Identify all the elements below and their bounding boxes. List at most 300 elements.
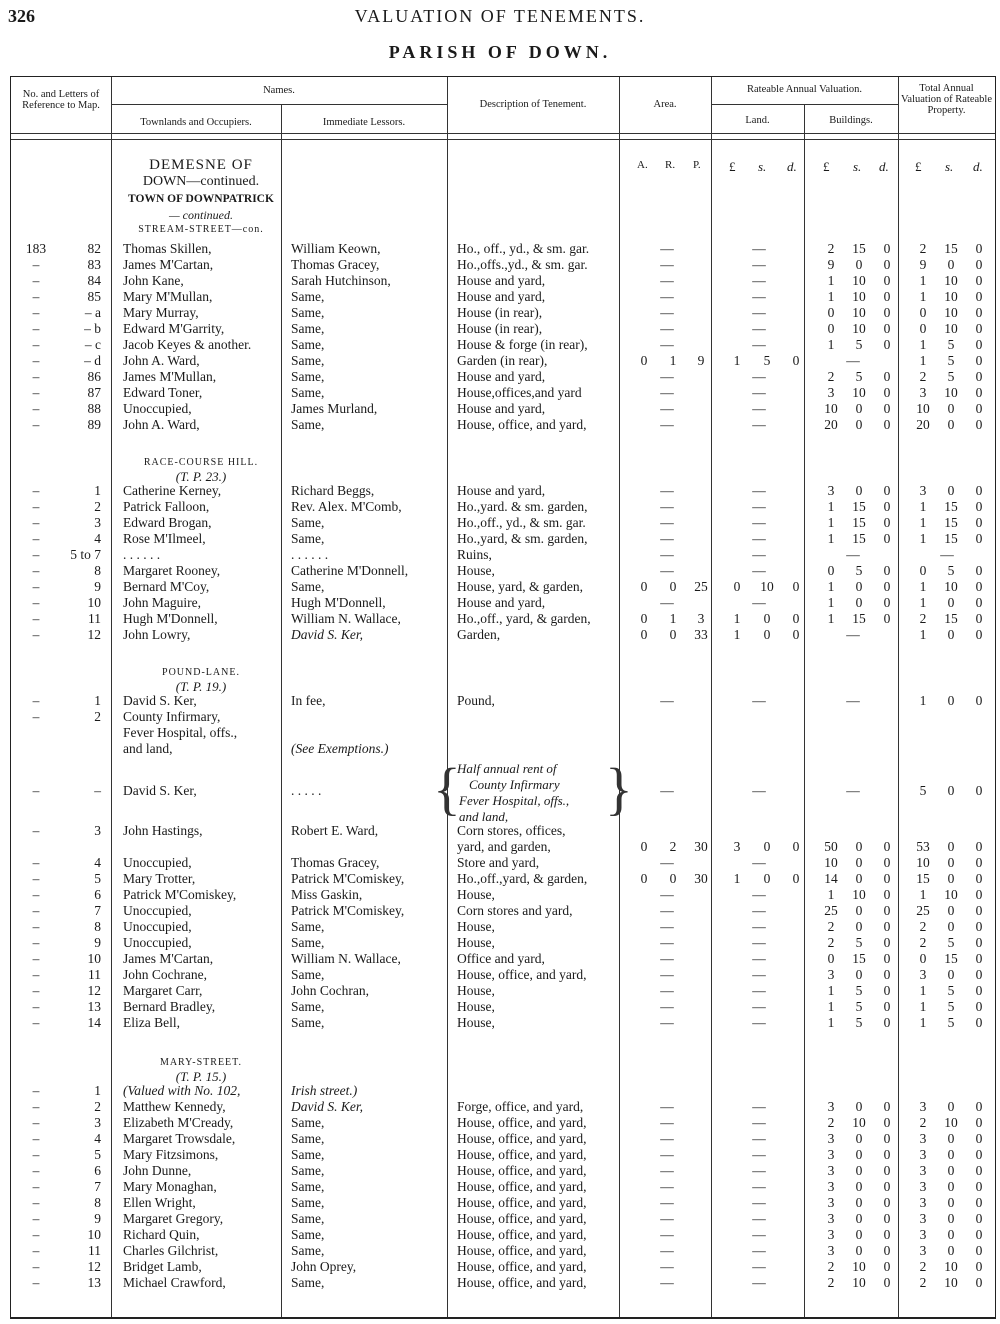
area-dash: —	[660, 321, 674, 336]
table-row	[11, 353, 995, 369]
buildings-value: 0	[855, 579, 863, 594]
ref-letter: 10	[87, 951, 101, 966]
description: Corn stores and yard,	[457, 903, 573, 918]
total-value: 1	[919, 999, 927, 1014]
lessor: William N. Wallace,	[291, 951, 401, 966]
total-value: 0	[975, 855, 983, 870]
buildings-value: 0	[855, 417, 863, 432]
buildings-value: 0	[855, 1243, 863, 1258]
area-value: 0	[640, 839, 648, 854]
buildings-value: 0	[883, 887, 891, 902]
lessor: Rev. Alex. M'Comb,	[291, 499, 402, 514]
description: House, office, and yard,	[457, 417, 587, 432]
total-value: 0	[975, 273, 983, 288]
buildings-value: 0	[855, 483, 863, 498]
buildings-value: 0	[883, 951, 891, 966]
ref-letter: 82	[87, 241, 101, 256]
land-value: 1	[733, 627, 741, 642]
ref-letter: –	[94, 783, 101, 798]
note-line: Fever Hospital, offs.,	[459, 793, 570, 808]
ref-number: –	[32, 547, 40, 562]
table-row	[11, 1015, 995, 1031]
table-row	[11, 871, 995, 887]
ref-letter: 11	[88, 611, 101, 626]
total-value: 10	[944, 273, 958, 288]
area-value: 0	[640, 627, 648, 642]
description: Ho.,yard. & sm. garden,	[457, 499, 588, 514]
land-dash: —	[752, 1115, 766, 1130]
ref-letter: 10	[87, 1227, 101, 1242]
ref-letter: 9	[94, 935, 101, 950]
area-value: 30	[694, 871, 708, 886]
buildings-value: 3	[827, 1211, 835, 1226]
lessor: Same,	[291, 1115, 325, 1130]
total-value: 0	[975, 1015, 983, 1030]
section-race-tp: (T. P. 23.)	[175, 469, 227, 484]
ref-letter: 83	[87, 257, 101, 272]
table-row	[11, 783, 995, 799]
occupier: Richard Quin,	[123, 1227, 200, 1242]
total-value: 3	[919, 1195, 927, 1210]
total-value: 1	[919, 515, 927, 530]
description: House (in rear),	[457, 321, 543, 336]
ref-letter: 3	[94, 823, 101, 838]
total-value: 2	[919, 369, 927, 384]
table-row	[11, 611, 995, 627]
ref-letter: 8	[94, 563, 101, 578]
occupier: Patrick M'Comiskey,	[123, 887, 237, 902]
total-value: 1	[919, 627, 927, 642]
land-dash: —	[752, 1147, 766, 1162]
area-dash: —	[660, 999, 674, 1014]
table-row	[11, 385, 995, 401]
table-row	[11, 1275, 995, 1291]
occupier: John A. Ward,	[123, 417, 200, 432]
buildings-dash: —	[846, 547, 860, 562]
area-dash: —	[660, 1115, 674, 1130]
lessor: David S. Ker,	[291, 1099, 363, 1114]
area-dash: —	[660, 1147, 674, 1162]
description: Ho.,yard, & sm. garden,	[457, 531, 588, 546]
area-dash: —	[660, 483, 674, 498]
description: House, office, and yard,	[457, 967, 587, 982]
header-land: Land.	[745, 115, 770, 126]
buildings-value: 50	[824, 839, 838, 854]
page-number: 326	[8, 6, 35, 26]
buildings-value: 0	[883, 1099, 891, 1114]
area-dash: —	[660, 289, 674, 304]
ref-letter: 9	[94, 579, 101, 594]
total-value: 10	[944, 385, 958, 400]
occupier: James M'Cartan,	[123, 951, 214, 966]
total-value: 10	[944, 1275, 958, 1290]
description: Ho.,off., yard, & garden,	[457, 611, 591, 626]
buildings-value: 0	[883, 401, 891, 416]
land-value: 1	[733, 353, 741, 368]
total-value: 0	[975, 935, 983, 950]
buildings-value: 0	[883, 611, 891, 626]
area-dash: —	[660, 967, 674, 982]
lessor: Same,	[291, 579, 325, 594]
total-value: 0	[975, 1243, 983, 1258]
occupier: Margaret Gregory,	[123, 1211, 224, 1226]
total-value: 1	[919, 983, 927, 998]
buildings-value: 0	[855, 855, 863, 870]
area-dash: —	[660, 499, 674, 514]
table-row	[11, 289, 995, 305]
land-dash: —	[752, 967, 766, 982]
buildings-value: 5	[855, 1015, 863, 1030]
ref-number: –	[32, 983, 40, 998]
buildings-value: 0	[883, 257, 891, 272]
land-value: 0	[792, 871, 800, 886]
occupier: and land,	[123, 741, 173, 756]
area-value: 9	[697, 353, 705, 368]
land-dash: —	[752, 417, 766, 432]
area-dash: —	[660, 595, 674, 610]
total-value: 15	[916, 871, 930, 886]
ref-number: –	[32, 579, 40, 594]
description: House and yard,	[457, 289, 546, 304]
description: House & forge (in rear),	[457, 337, 588, 352]
header-rule	[11, 139, 995, 140]
buildings-value: 10	[824, 855, 838, 870]
total-value: 20	[916, 417, 930, 432]
table-row	[11, 1099, 995, 1115]
total-value: 0	[947, 1147, 955, 1162]
land-dash: —	[752, 951, 766, 966]
header-rateable: Rateable Annual Valuation.	[747, 84, 862, 95]
buildings-value: 15	[852, 611, 866, 626]
buildings-value: 10	[852, 1115, 866, 1130]
parish-title: PARISH OF DOWN.	[388, 42, 612, 62]
header-description: Description of Tenement.	[479, 99, 587, 110]
note-line: County Infirmary	[469, 777, 560, 792]
land-value: 0	[792, 353, 800, 368]
ref-number: –	[32, 401, 40, 416]
lessor: (See Exemptions.)	[291, 741, 389, 756]
total-value: 15	[944, 531, 958, 546]
table-row	[11, 1147, 995, 1163]
unit-pence: d.	[879, 159, 889, 174]
buildings-value: 1	[827, 887, 835, 902]
area-dash: —	[660, 1195, 674, 1210]
total-value: 1	[919, 353, 927, 368]
buildings-value: 0	[855, 871, 863, 886]
ref-letter: 6	[94, 887, 101, 902]
area-dash: —	[660, 385, 674, 400]
ref-letter: 5 to 7	[70, 547, 101, 562]
buildings-value: 15	[852, 515, 866, 530]
total-value: 15	[944, 499, 958, 514]
total-value: 0	[975, 289, 983, 304]
buildings-value: 0	[883, 871, 891, 886]
table-row	[11, 999, 995, 1015]
table-row	[11, 305, 995, 321]
total-value: 1	[919, 273, 927, 288]
table-row	[11, 1227, 995, 1243]
total-value: 0	[975, 1275, 983, 1290]
ref-letter: 13	[87, 999, 101, 1014]
description: House and yard,	[457, 401, 546, 416]
description: Forge, office, and yard,	[457, 1099, 584, 1114]
total-value: 0	[947, 1195, 955, 1210]
ref-number: –	[32, 693, 40, 708]
table-row	[11, 1259, 995, 1275]
description: Garden,	[457, 627, 501, 642]
section-race-course: RACE-COURSE HILL.	[143, 457, 259, 468]
total-value: 0	[975, 241, 983, 256]
occupier: . . . . . .	[123, 547, 161, 562]
total-value: 5	[947, 353, 955, 368]
lessor: Same,	[291, 337, 325, 352]
total-value: 0	[947, 693, 955, 708]
total-value: 2	[919, 1259, 927, 1274]
buildings-value: 0	[883, 967, 891, 982]
buildings-value: 2	[827, 919, 835, 934]
land-dash: —	[752, 547, 766, 562]
total-value: 0	[975, 417, 983, 432]
buildings-value: 2	[827, 935, 835, 950]
buildings-dash: —	[846, 353, 860, 368]
total-value: 3	[919, 1179, 927, 1194]
ref-number: –	[32, 823, 40, 838]
table-row	[11, 693, 995, 709]
occupier: Catherine Kerney,	[123, 483, 222, 498]
buildings-value: 10	[852, 887, 866, 902]
ref-letter: 84	[87, 273, 101, 288]
total-value: 0	[947, 417, 955, 432]
lessor: Patrick M'Comiskey,	[291, 871, 405, 886]
buildings-value: 0	[883, 999, 891, 1014]
description: House, office, and yard,	[457, 1195, 587, 1210]
land-value: 0	[763, 627, 771, 642]
total-value: 0	[975, 515, 983, 530]
buildings-value: 0	[883, 1115, 891, 1130]
ref-letter: 8	[94, 919, 101, 934]
occupier: Edward Brogan,	[123, 515, 212, 530]
land-dash: —	[752, 999, 766, 1014]
area-dash: —	[660, 547, 674, 562]
ref-number: –	[32, 627, 40, 642]
table-row	[11, 579, 995, 595]
description: House, office, and yard,	[457, 1179, 587, 1194]
total-value: 0	[975, 1163, 983, 1178]
lessor: Same,	[291, 1179, 325, 1194]
ref-number: –	[32, 515, 40, 530]
lessor: Same,	[291, 1163, 325, 1178]
occupier: Rose M'Ilmeel,	[123, 531, 206, 546]
ref-letter: 4	[94, 531, 101, 546]
buildings-value: 2	[827, 1259, 835, 1274]
area-dash: —	[660, 1243, 674, 1258]
table-row	[11, 595, 995, 611]
description: Garden (in rear),	[457, 353, 548, 368]
ref-letter: – d	[84, 353, 101, 368]
occupier: John Maguire,	[123, 595, 201, 610]
buildings-value: 2	[827, 369, 835, 384]
total-value: 0	[975, 951, 983, 966]
buildings-value: 1	[827, 499, 835, 514]
lessor: John Oprey,	[291, 1259, 357, 1274]
ref-number: –	[32, 935, 40, 950]
valuation-table	[10, 76, 996, 1319]
table-row	[11, 725, 995, 741]
ref-letter: 1	[94, 1083, 101, 1098]
total-value: 3	[919, 1211, 927, 1226]
total-value: 1	[919, 289, 927, 304]
total-value: 0	[975, 611, 983, 626]
buildings-value: 0	[883, 1259, 891, 1274]
total-value: 0	[947, 783, 955, 798]
buildings-value: 10	[824, 401, 838, 416]
buildings-value: 0	[883, 903, 891, 918]
lessor: Sarah Hutchinson,	[291, 273, 391, 288]
buildings-value: 15	[852, 499, 866, 514]
lessor: Same,	[291, 1243, 325, 1258]
lessor: William N. Wallace,	[291, 611, 401, 626]
land-dash: —	[752, 855, 766, 870]
table-row	[11, 547, 995, 563]
buildings-value: 0	[883, 1179, 891, 1194]
total-value: 2	[919, 611, 927, 626]
area-dash: —	[660, 983, 674, 998]
area-value: 1	[669, 353, 677, 368]
buildings-value: 10	[852, 321, 866, 336]
total-value: 2	[919, 1115, 927, 1130]
area-dash: —	[660, 369, 674, 384]
header-buildings: Buildings.	[829, 115, 873, 126]
ref-number: –	[32, 967, 40, 982]
lessor: William Keown,	[291, 241, 381, 256]
table-row	[11, 417, 995, 433]
ref-number: –	[32, 563, 40, 578]
buildings-value: 20	[824, 417, 838, 432]
buildings-value: 0	[883, 579, 891, 594]
occupier: Jacob Keyes & another.	[123, 337, 252, 352]
total-value: 0	[975, 385, 983, 400]
land-dash: —	[752, 1243, 766, 1258]
total-value: 0	[975, 783, 983, 798]
table-row	[11, 241, 995, 257]
total-value: 15	[944, 951, 958, 966]
buildings-value: 0	[883, 563, 891, 578]
buildings-value: 10	[852, 1259, 866, 1274]
ref-letter: 85	[87, 289, 101, 304]
section-demesne: DEMESNE OF	[149, 157, 253, 173]
ref-letter: 2	[94, 1099, 101, 1114]
lessor: Same,	[291, 321, 325, 336]
occupier: Ellen Wright,	[123, 1195, 196, 1210]
ref-number: –	[32, 257, 40, 272]
occupier: (Valued with No. 102,	[123, 1083, 241, 1098]
land-dash: —	[752, 1131, 766, 1146]
total-value: 0	[947, 839, 955, 854]
buildings-value: 0	[883, 483, 891, 498]
land-dash: —	[752, 919, 766, 934]
occupier: Mary Murray,	[123, 305, 199, 320]
buildings-value: 0	[827, 321, 835, 336]
lessor: Same,	[291, 305, 325, 320]
land-dash: —	[752, 305, 766, 320]
ref-number: –	[32, 951, 40, 966]
ref-letter: 3	[94, 515, 101, 530]
land-value: 3	[733, 839, 741, 854]
total-value: 3	[919, 385, 927, 400]
ref-letter: 2	[94, 709, 101, 724]
description: House, office, and yard,	[457, 1243, 587, 1258]
total-dash: —	[940, 547, 954, 562]
ref-number: –	[32, 1163, 40, 1178]
total-value: 3	[919, 1163, 927, 1178]
occupier: Edward M'Garrity,	[123, 321, 225, 336]
ref-letter: 5	[94, 871, 101, 886]
buildings-dash: —	[846, 693, 860, 708]
total-value: 0	[947, 1243, 955, 1258]
description: House,	[457, 983, 495, 998]
buildings-value: 0	[883, 499, 891, 514]
lessor: Same,	[291, 417, 325, 432]
description: Store and yard,	[457, 855, 540, 870]
buildings-value: 0	[827, 563, 835, 578]
total-value: 0	[975, 369, 983, 384]
lessor: Same,	[291, 1131, 325, 1146]
lessor: Same,	[291, 1147, 325, 1162]
land-dash: —	[752, 1015, 766, 1030]
lessor: Same,	[291, 515, 325, 530]
area-dash: —	[660, 337, 674, 352]
land-value: 0	[733, 579, 741, 594]
buildings-value: 0	[883, 1275, 891, 1290]
description: House,	[457, 919, 495, 934]
header-total: Total Annual Valuation of Rateable Property.	[901, 83, 992, 116]
area-value: 2	[669, 839, 677, 854]
occupier: David S. Ker,	[123, 693, 197, 708]
total-value: 5	[919, 783, 927, 798]
lessor: Same,	[291, 1275, 325, 1290]
table-row	[11, 337, 995, 353]
description: House, yard, & garden,	[457, 579, 583, 594]
total-value: 0	[919, 951, 927, 966]
area-value: 0	[640, 871, 648, 886]
land-dash: —	[752, 1211, 766, 1226]
total-value: 1	[919, 693, 927, 708]
table-row	[11, 1131, 995, 1147]
table-row	[11, 1115, 995, 1131]
ref-number: –	[32, 887, 40, 902]
buildings-value: 1	[827, 999, 835, 1014]
land-dash: —	[752, 337, 766, 352]
occupier: Margaret Trowsdale,	[123, 1131, 236, 1146]
land-dash: —	[752, 385, 766, 400]
ref-number: –	[32, 531, 40, 546]
total-value: 0	[975, 983, 983, 998]
total-value: 0	[975, 1131, 983, 1146]
description: House,	[457, 887, 495, 902]
ref-number: –	[32, 273, 40, 288]
table-row	[11, 1083, 995, 1099]
buildings-value: 3	[827, 1147, 835, 1162]
total-value: 0	[975, 595, 983, 610]
ref-letter: 86	[87, 369, 101, 384]
buildings-value: 0	[883, 321, 891, 336]
buildings-value: 10	[852, 305, 866, 320]
occupier: John Dunne,	[123, 1163, 192, 1178]
area-value: 0	[669, 871, 677, 886]
total-value: 2	[919, 241, 927, 256]
land-dash: —	[752, 515, 766, 530]
total-value: 5	[947, 563, 955, 578]
